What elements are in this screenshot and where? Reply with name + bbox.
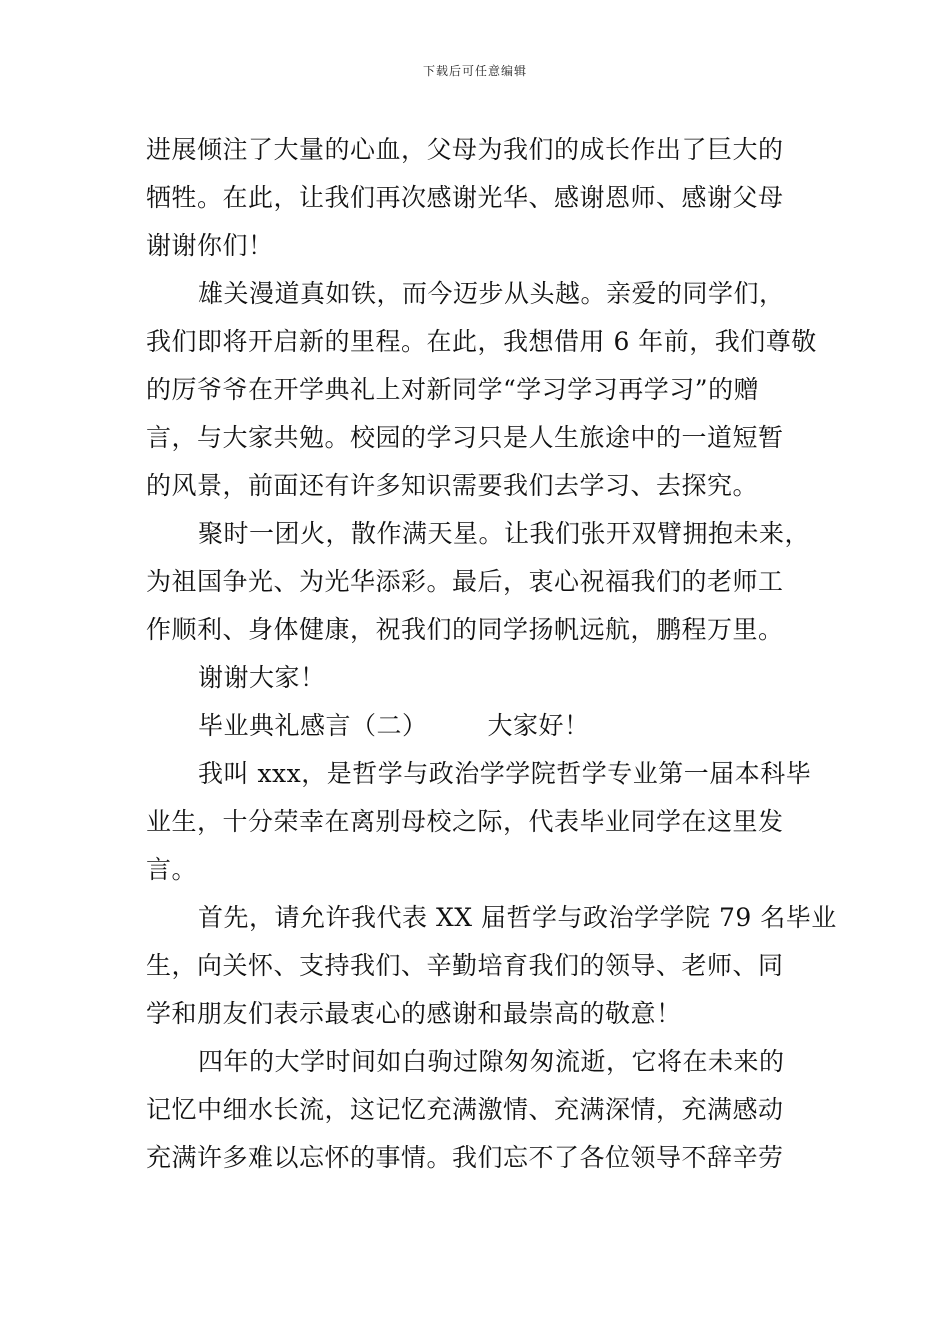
text-line: 充满许多难以忘怀的事情。我们忘不了各位领导不辞辛劳 [146, 1143, 784, 1172]
paragraph-start-line: 我叫 xxx，是哲学与政治学学院哲学专业第一届本科毕 [198, 759, 812, 788]
document-body [146, 126, 837, 1182]
text-line: 记忆中细水长流，这记忆充满激情、充满深情，充满感动 [146, 1095, 784, 1124]
text-line: 业生，十分荣幸在离别母校之际，代表毕业同学在这里发 [146, 807, 784, 836]
text-line: 的厉爷爷在开学典礼上对新同学“学习学习再学习”的赠 [146, 375, 760, 404]
closing-line: 谢谢大家！ [198, 663, 326, 692]
text-line: 进展倾注了大量的心血，父母为我们的成长作出了巨大的 [146, 135, 784, 164]
text-line: 作顺利、身体健康，祝我们的同学扬帆远航，鹏程万里。 [146, 615, 784, 644]
text-line: 我们即将开启新的里程。在此，我想借用 6 年前，我们尊敬 [146, 327, 817, 356]
text-line: 生，向关怀、支持我们、辛勤培育我们的领导、老师、同 [146, 951, 784, 980]
paragraph-start-line: 四年的大学时间如白驹过隙匆匆流逝，它将在未来的 [198, 1047, 785, 1076]
paragraph-start-line: 首先，请允许我代表 XX 届哲学与政治学学院 79 名毕业 [198, 903, 837, 932]
text-line: 言。 [146, 855, 198, 884]
text-line: 学和朋友们表示最衷心的感谢和最崇高的敬意！ [146, 999, 682, 1028]
text-line: 为祖国争光、为光华添彩。最后，衷心祝福我们的老师工 [146, 567, 784, 596]
text-line: 牺牲。在此，让我们再次感谢光华、感谢恩师、感谢父母 [146, 183, 784, 212]
section-title-line [146, 702, 816, 750]
section-greeting: 大家好！ [487, 711, 590, 740]
text-line: 言，与大家共勉。校园的学习只是人生旅途中的一道短暂 [146, 423, 784, 452]
section-title: 毕业典礼感言（二） [198, 711, 428, 740]
page-header: 下载后可任意编辑 [422, 64, 527, 78]
paragraph-start-line: 雄关漫道真如铁，而今迈步从头越。亲爱的同学们， [198, 279, 785, 308]
paragraph-start-line: 聚时一团火，散作满天星。让我们张开双臂拥抱未来， [198, 519, 811, 548]
text-line: 的风景，前面还有许多知识需要我们去学习、去探究。 [146, 471, 759, 500]
text-line: 谢谢你们！ [146, 231, 274, 260]
